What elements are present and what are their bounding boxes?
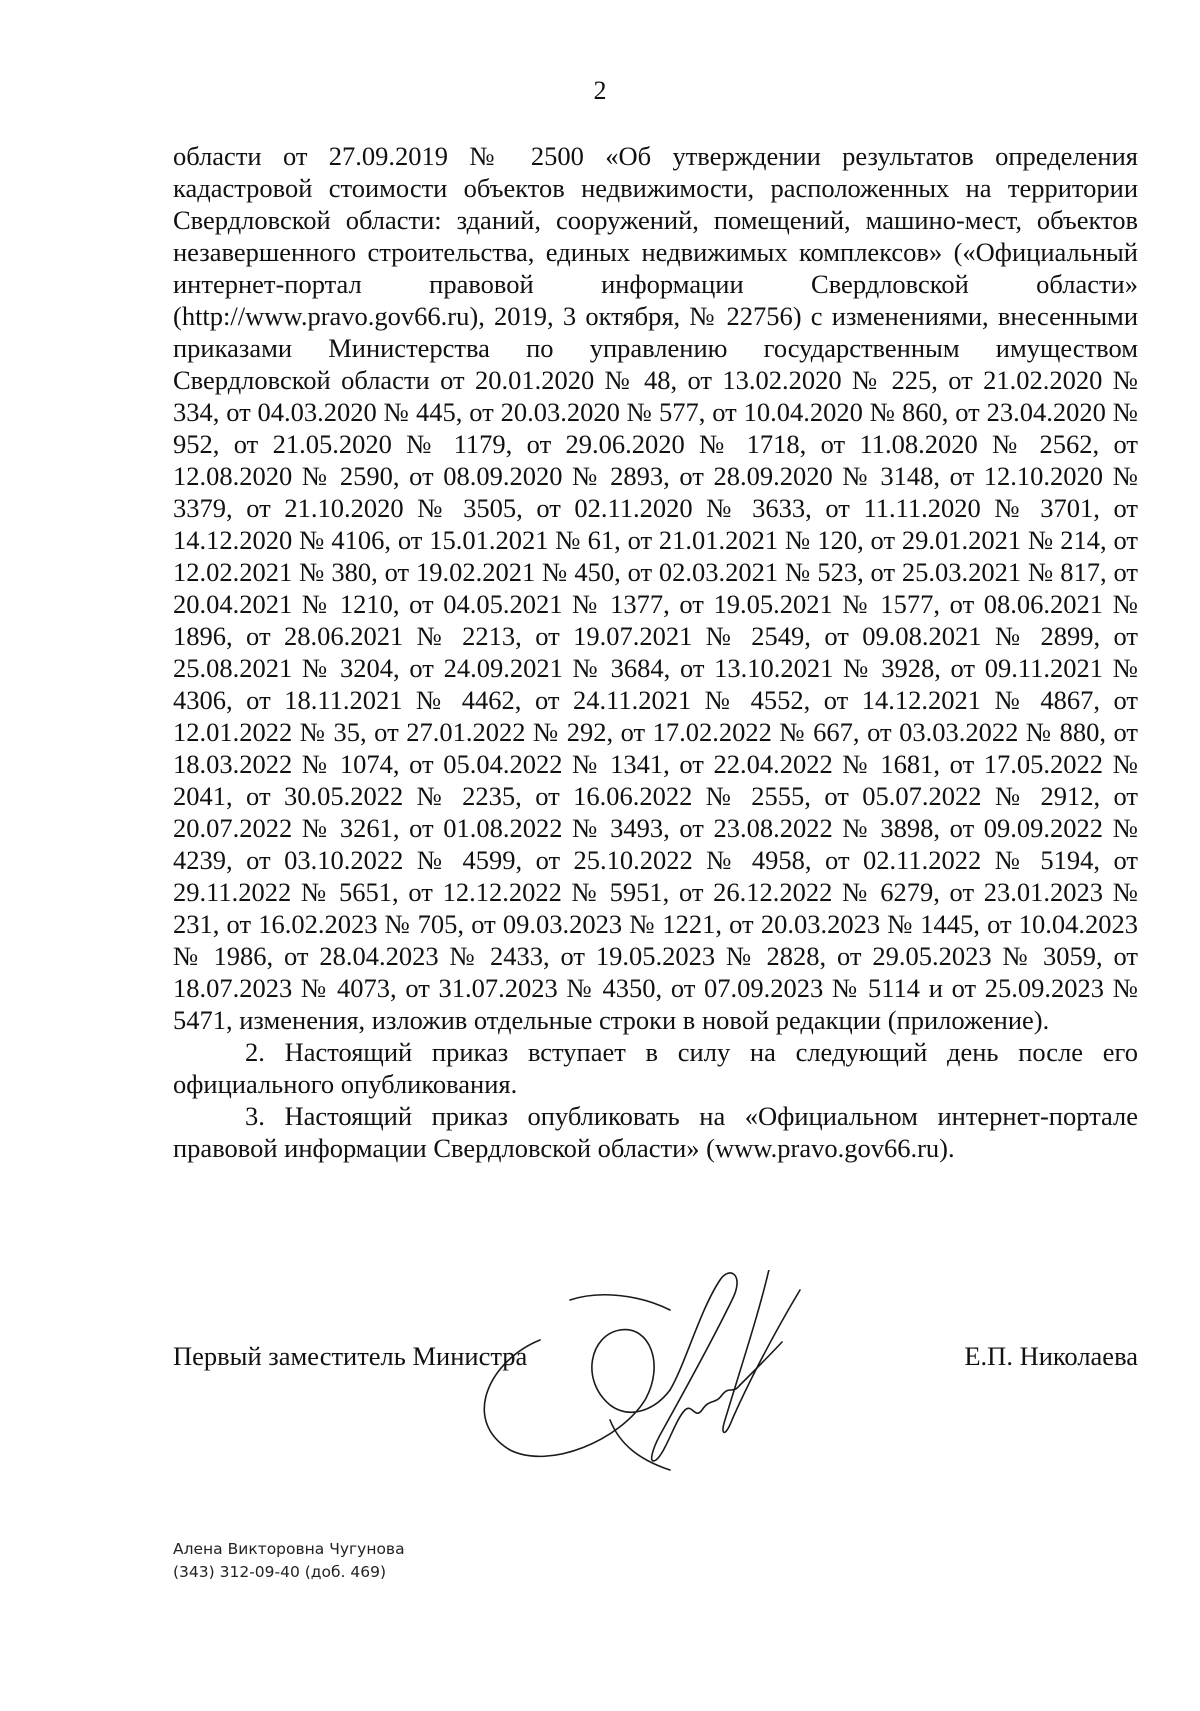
signer-position: Первый заместитель Министра — [173, 1341, 528, 1371]
page-number: 2 — [593, 76, 607, 105]
paragraph-amendments: области от 27.09.2019 № 2500 «Об утверждении результатов определения кадастровой стоимости объектов недвижимости, расположенных на территории Свердловской области: зданий, сооружений, помещений, машино-мест, объектов незавершенного строительства, единых недвижимых комплексов» («Официальный интернет-портал правовой информации Свердловской области» (http://www.pravo.gov66.ru), 2019, 3 октября, № 22756) с изменениями, внесенными приказами Министерства по управлению государственным имуществом Свердловской области от 20.01.2020 № 48, от 13.02.2020 № 225, от 21.02.2020 № 334, от 04.03.2020 № 445, от 20.03.2020 № 577, от 10.04.2020 № 860, от 23.04.2020 № 952, от 21.05.2020 № 1179, от 29.06.2020 № 1718, от 11.08.2020 № 2562, от 12.08.2020 № 2590, от 08.09.2020 № 2893, от 28.09.2020 № 3148, от 12.10.2020 № 3379, от 21.10.2020 № 3505, от 02.11.2020 № 3633, от 11.11.2020 № 3701, от 14.12.2020 № 4106, от 15.01.2021 № 61, от 21.01.2021 № 120, от 29.01.2021 № 214, от 12.02.2021 № 380, от 19.02.2021 № 450, от 02.03.2021 № 523, от 25.03.2021 № 817, от 20.04.2021 № 1210, от 04.05.2021 № 1377, от 19.05.2021 № 1577, от 08.06.2021 № 1896, от 28.06.2021 № 2213, от 19.07.2021 № 2549, от 09.08.2021 № 2899, от 25.08.2021 № 3204, от 24.09.2021 № 3684, от 13.10.2021 № 3928, от 09.11.2021 № 4306, от 18.11.2021 № 4462, от 24.11.2021 № 4552, от 14.12.2021 № 4867, от 12.01.2022 № 35, от 27.01.2022 № 292, от 17.02.2022 № 667, от 03.03.2022 № 880, от 18.03.2022 № 1074, от 05.04.2022 № 1341, от 22.04.2022 № 1681, от 17.05.2022 № 2041, от 30.05.2022 № 2235, от 16.06.2022 № 2555, от 05.07.2022 № 2912, от 20.07.2022 № 3261, от 01.08.2022 № 3493, от 23.08.2022 № 3898, от 09.09.2022 № 4239, от 03.10.2022 № 4599, от 25.10.2022 № 4958, от 02.11.2022 № 5194, от 29.11.2022 № 5651, от 12.12.2022 № 5951, от 26.12.2022 № 6279, от 23.01.2023 № 231, от 16.02.2023 № 705, от 09.03.2023 № 1221, от 20.03.2023 № 1445, от 10.04.2023 № 1986, от 28.04.2023 № 2433, от 19.05.2023 № 2828, от 29.05.2023 № 3059, от 18.07.2023 № 4073, от 31.07.2023 № 4350, от 07.09.2023 № 5114 и от 25.09.2023 № 5471, изменения, изложив отдельные строки в новой редакции (приложение). — [173, 141, 1138, 1035]
paragraph-effective-date: 2. Настоящий приказ вступает в силу на следующий день после его официального опубликования. — [173, 1037, 1138, 1099]
executor-name: Алена Викторовна Чугунова — [173, 1540, 405, 1558]
executor-phone: (343) 312-09-40 (доб. 469) — [173, 1563, 387, 1581]
signature-block — [173, 1340, 1138, 1380]
signer-name: Е.П. Николаева — [964, 1341, 1138, 1371]
document-body — [173, 140, 1138, 1164]
paragraph-publication: 3. Настоящий приказ опубликовать на «Официальном интернет-портале правовой информации Свердловской области» (www.pravo.gov66.ru). — [173, 1101, 1138, 1163]
executor-info — [173, 1538, 405, 1584]
